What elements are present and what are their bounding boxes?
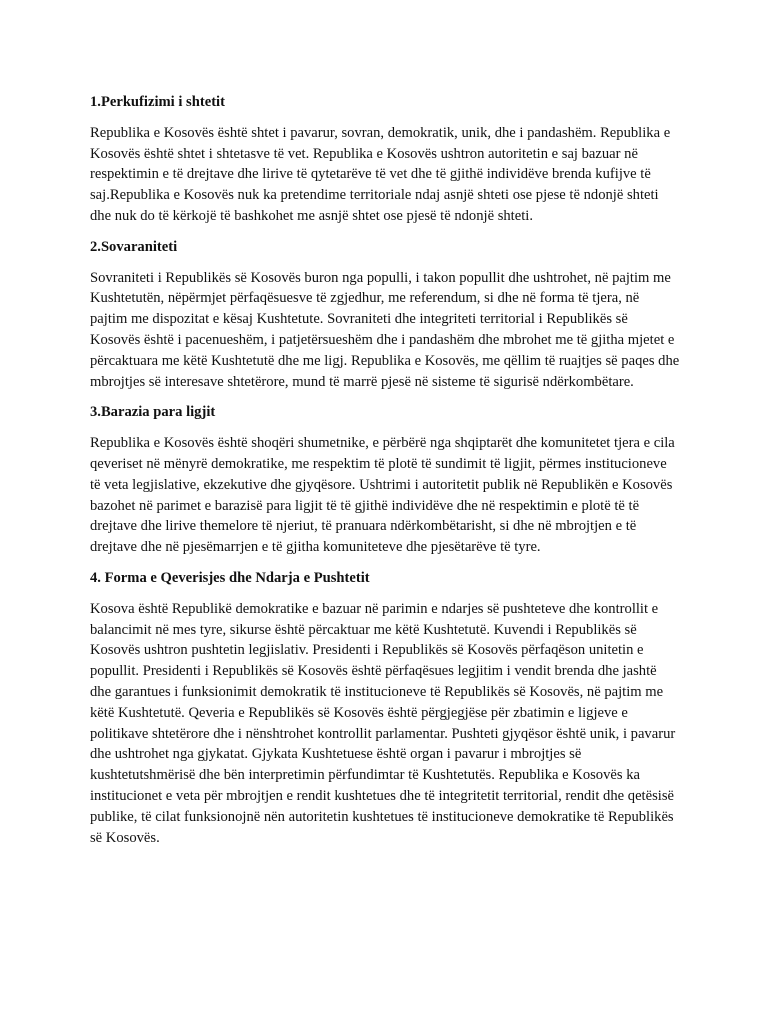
document-page [90,92,680,858]
section-body-4: Kosova është Republikë demokratike e bazuar në parimin e ndarjes së pushteteve dhe kontrollit e balancimit në mes tyre, sikurse është përcaktuar me këtë Kushtetutë. Kuvendi i Republikës së Kosovës ushtron pushtetin legjislativ. Presidenti i Republikës së Kosovës përfaqëson unitetin e popullit. Presidenti i Republikës së Kosovës është përfaqësues legjitim i vendit brenda dhe jashtë dhe garantues i funksionimit demokratik të institucioneve të Republikës së Kosovës, në pajtim me këtë Kushtetutë. Qeveria e Republikës së Kosovës është përgjegjëse për zbatimin e ligjeve e politikave shtetërore dhe i nënshtrohet kontrollit parlamentar. Pushteti gjyqësor është unik, i pavarur dhe ushtrohet nga gjykatat. Gjykata Kushtetuese është organ i pavarur i mbrojtjes së kushtetutshmërisë dhe bën interpretimin përfundimtar të Kushtetutës. Republika e Kosovës ka institucionet e veta për mbrojtjen e rendit kushtetues dhe të integritetit territorial, rendit dhe qetësisë publike, të cilat funksionojnë nën autoritetin kushtetues të institucioneve demokratike të Republikës së Kosovës. [90,600,676,846]
section-heading-1: 1.Perkufizimi i shtetit [90,94,225,110]
section-body-2: Sovraniteti i Republikës së Kosovës buron nga populli, i takon popullit dhe ushtrohet, në pajtim me Kushtetutën, nëpërmjet përfaqësuesve të zgjedhur, me referendum, si dhe në forma të tjera, në pajtim me dispozitat e kësaj Kushtetute. Sovraniteti dhe integriteti territorial i Republikës së Kosovës është i pacenueshëm, i patjetërsueshëm dhe i pandashëm dhe mbrohet me të gjitha mjetet e përcaktuara me këtë Kushtetutë dhe me ligj. Republika e Kosovës, me qëllim të ruajtjes së paqes dhe mbrojtjes së interesave shtetërore, mund të marrë pjesë në sisteme të sigurisë ndërkombëtare. [90,269,680,390]
section-heading-2: 2.Sovaraniteti [90,238,178,255]
section-heading-3: 3.Barazia para ligjit [90,404,216,421]
section-heading-4: 4. Forma e Qeverisjes dhe Ndarja e Pushtetit [90,569,370,586]
section-body-1: Republika e Kosovës është shtet i pavarur, sovran, demokratik, unik, dhe i pandashëm. Republika e Kosovës është shtet i shtetasve të vet. Republika e Kosovës ushtron autoritetin e saj bazuar në respektimin e të drejtave dhe lirive të qytetarëve të vet dhe të gjithë individëve brenda kufijve të saj.Republika e Kosovës nuk ka pretendime territoriale ndaj asnjë shteti ose pjese të ndonjë shteti dhe nuk do të kërkojë të bashkohet me asnjë shtet ose pjesë të ndonjë shteti. [90,124,671,224]
section-body-3: Republika e Kosovës është shoqëri shumetnike, e përbërë nga shqiptarët dhe komunitetet tjera e cila qeveriset në mënyrë demokratike, me respektim të plotë të sundimit të ligjit, përmes institucioneve të veta legjislative, ekzekutive dhe gjyqësore. Ushtrimi i autoritetit publik në Republikën e Kosovës bazohet në parimet e barazisë para ligjit të të gjithë individëve dhe në respektimin e plotë të të drejtave dhe lirive themelore të njeriut, të pranuara ndërkombëtarisht, si dhe në mbrojtjen e të drejtave dhe në pjesëmarrjen e të gjitha komuniteteve dhe pjesëtarëve të tyre. [90,435,675,556]
